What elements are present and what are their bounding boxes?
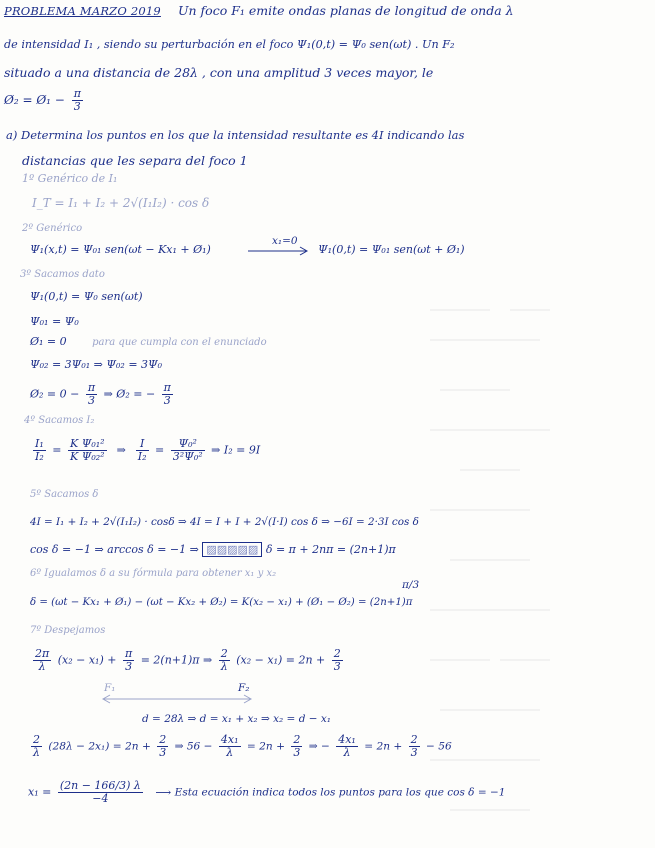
- step3-title: 3º Sacamos dato: [20, 269, 105, 280]
- step4-frac-3-num: I: [136, 438, 149, 451]
- step4-equation: $\frac{\text{I₁}}{\text{I₂}}$ = $\frac{\text{K Ψ₀₁²}}{\text{K Ψ₀₂²}}$ ⇒ $\frac{I}{\text{I₂}}$ = $\frac{\text{Ψ₀²}}{\text{3²Ψ₀²}}$ ⇒ I₂ = 9I: [35, 437, 261, 463]
- step7-part-c: (x₂ − x₁) = 2n +: [236, 653, 326, 667]
- question-a-label: a): [6, 128, 18, 142]
- step8-part-e: = 2n +: [364, 740, 403, 753]
- diagram-f2-label: F₂: [238, 682, 250, 694]
- step8-frac-c-den: 3: [293, 746, 301, 759]
- step2-rhs: Ψ₁(0,t) = Ψ₀₁ sen(ωt + Ø₁): [318, 243, 465, 256]
- step7-frac-2pi-lambda-num: 2π: [35, 647, 50, 660]
- step5-title: 5º Sacamos δ: [30, 489, 99, 500]
- step7-frac-2pi-lambda-den: λ: [38, 660, 46, 673]
- step4-frac-1-den: I₂: [35, 450, 44, 463]
- step4-frac-2-den: K Ψ₀₂²: [69, 450, 105, 463]
- phase-fraction-numerator: π: [73, 87, 81, 100]
- phase-relation-lhs: Ø₂ = Ø₁ −: [4, 93, 65, 107]
- step8-frac-c: [291, 734, 302, 759]
- statement-line-2: de intensidad I₁ , siendo su perturbación en el foco Ψ₁(0,t) = Ψ₀ sen(ωt) . Un F₂: [4, 38, 455, 51]
- step3-data-d: Ψ₀₂ = 3Ψ₀₁ ⇒ Ψ₀₂ = 3Ψ₀: [30, 358, 163, 371]
- step6-title: 6º Igualamos δ a su fórmula para obtener x₁ y x₂: [30, 568, 277, 579]
- step8-frac-b-num: 4x₁: [220, 733, 239, 746]
- step4-frac-2-num: K Ψ₀₁²: [69, 437, 105, 450]
- step3-result-denominator: 3: [163, 394, 171, 407]
- final-fraction: [58, 780, 143, 805]
- step8-frac-d: [336, 734, 358, 759]
- step8-frac-d-num: 4x₁: [338, 733, 356, 746]
- step2-lhs: Ψ₁(x,t) = Ψ₀₁ sen(ωt − Kx₁ + Ø₁): [30, 243, 211, 256]
- final-lhs: x₁ =: [28, 785, 52, 799]
- step4-frac-4-den: 3²Ψ₀²: [172, 450, 203, 463]
- final-equation: x₁ = $\frac{(2n - 166/3) \lambda}{-4}$ ⟶ Esta ecuación indica todos los puntos para los que cos δ = −1: [28, 779, 506, 805]
- step7-frac-2-lambda-num: 2: [220, 647, 228, 660]
- step3-data-e-lhs: Ø₂ = 0 −: [30, 387, 80, 401]
- step8-part-f: − 56: [426, 740, 452, 753]
- step7-frac-pi-3-num: π: [124, 647, 133, 660]
- step7-frac-2-3-den: 3: [333, 660, 341, 673]
- step4-frac-3-den: I₂: [137, 450, 147, 463]
- step7-frac-2-lambda-den: λ: [220, 660, 228, 673]
- step8-frac-a-den: 3: [159, 746, 167, 759]
- statement-line-3: situado a una distancia de 28λ , con una amplitud 3 veces mayor, le: [4, 65, 434, 80]
- step8-frac-2-lambda-den: λ: [33, 746, 40, 759]
- step6-equation: δ = (ωt − Kx₁ + Ø₁) − (ωt − Kx₂ + Ø₂) = K(x₂ − x₁) + (Ø₁ − Ø₂) = (2n+1)π: [30, 597, 413, 608]
- step1-equation: I_T = I₁ + I₂ + 2√(I₁I₂) · cos δ: [32, 196, 210, 210]
- step4-frac-4-num: Ψ₀²: [171, 438, 205, 451]
- statement-line-1: Un foco F₁ emite ondas planas de longitud de onda λ: [178, 3, 514, 18]
- step3-data-c-eq: Ø₁ = 0: [30, 335, 67, 348]
- step3-pi-numerator: π: [87, 381, 96, 394]
- step8-frac-b-den: λ: [226, 746, 234, 759]
- step7-frac-2-3-num: 2: [333, 647, 341, 660]
- step3-pi-denominator: 3: [87, 394, 95, 407]
- question-a-line-2: distancias que les separa del foco 1: [22, 153, 248, 168]
- final-note: Esta ecuación indica todos los puntos para los que cos δ = −1: [174, 786, 506, 799]
- diagram-f1-label: F₁: [104, 682, 116, 694]
- step7-part-b: = 2(n+1)π ⇒: [140, 653, 213, 667]
- step8-frac-e-num: 2: [410, 733, 418, 746]
- step3-data-a: Ψ₁(0,t) = Ψ₀ sen(ωt): [30, 290, 143, 303]
- step1-title: 1º Genérico de I₁: [22, 172, 118, 185]
- step8-frac-a-num: 2: [159, 733, 167, 746]
- step8-frac-b: [219, 734, 241, 759]
- distance-relation: d = 28λ ⇒ d = x₁ + x₂ ⇒ x₂ = d − x₁: [142, 713, 332, 725]
- question-a-text: Determina los puntos en los que la intensidad resultante es 4I indicando las: [21, 128, 465, 142]
- step7-part-a: (x₂ − x₁) +: [57, 653, 117, 667]
- step8-part-b: ⇒ 56 −: [174, 740, 213, 753]
- step8-frac-2-lambda-num: 2: [33, 733, 40, 746]
- step7-title: 7º Despejamos: [30, 625, 106, 636]
- step8-part-a: (28λ − 2x₁) = 2n +: [48, 740, 151, 753]
- step3-data-c-note: para que cumpla con el enunciado: [92, 337, 267, 348]
- phase-fraction-denominator: 3: [73, 100, 81, 113]
- step8-frac-e-den: 3: [410, 746, 418, 759]
- step8-equation: [28, 734, 452, 759]
- step3-result-numerator: π: [163, 381, 171, 394]
- final-numerator: (2n − 166/3) λ: [59, 779, 141, 792]
- step8-frac-e: [409, 734, 420, 759]
- step5-equation-1: 4I = I₁ + I₂ + 2√(I₁I₂) · cosδ ⇒ 4I = I + I + 2√(I·I) cos δ ⇒ −6I = 2·3I cos δ: [30, 516, 419, 528]
- step2-title: 2º Genérico: [22, 223, 83, 234]
- step8-frac-c-num: 2: [293, 733, 301, 746]
- step8-frac-d-den: λ: [343, 746, 351, 759]
- crossed-out-box: ▨▨▨▨▨: [202, 542, 262, 557]
- step8-part-c: = 2n +: [246, 740, 285, 753]
- step6-note: π/3: [402, 579, 420, 591]
- step8-frac-2-lambda: [31, 734, 42, 759]
- step4-frac-1-num: I₁: [35, 437, 44, 450]
- step5-equation-2-a: cos δ = −1 ⇒ arccos δ = −1 ⇒: [30, 543, 199, 556]
- step8-part-d: ⇒ −: [308, 740, 330, 753]
- step3-data-e-mid: ⇒ Ø₂ = −: [103, 387, 156, 401]
- step4-result: ⇒ I₂ = 9I: [211, 443, 261, 457]
- step7-frac-pi-3-den: 3: [125, 660, 133, 673]
- problem-title: PROBLEMA MARZO 2019: [4, 4, 161, 18]
- step3-data-b: Ψ₀₁ = Ψ₀: [30, 315, 79, 328]
- step2-arrow-label: x₁=0: [272, 235, 298, 247]
- step5-equation-2-b: δ = π + 2nπ = (2n+1)π: [265, 543, 396, 556]
- final-denominator: −4: [92, 792, 109, 805]
- step4-title: 4º Sacamos I₂: [24, 415, 95, 426]
- step8-frac-a: [157, 734, 168, 759]
